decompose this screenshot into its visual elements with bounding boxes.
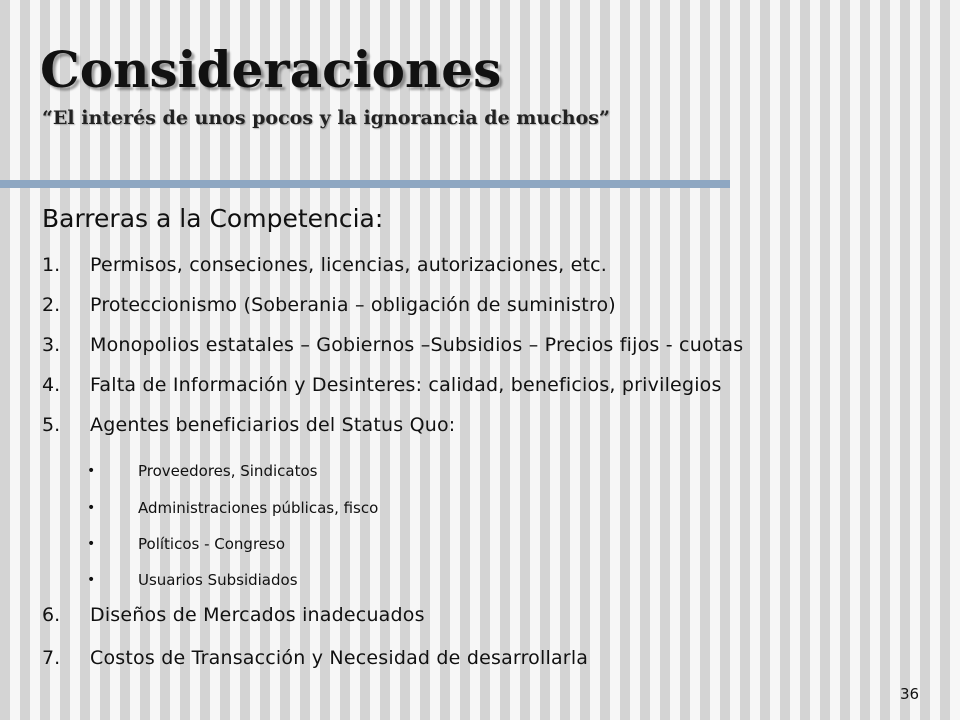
title-divider [0, 180, 730, 188]
slide-subtitle: “El interés de unos pocos y la ignorancia de muchos” [42, 107, 610, 129]
sub-list-item-text: Proveedores, Sindicatos [138, 462, 318, 480]
bullet-icon: • [87, 572, 96, 588]
list-item-text: Diseños de Mercados inadecuados [90, 604, 425, 626]
bullet-icon: • [87, 463, 96, 479]
list-item-number: 2. [42, 294, 61, 316]
slide-title: Consideraciones [40, 40, 502, 99]
list-item-text: Falta de Información y Desinteres: calidad, beneficios, privilegios [90, 374, 722, 396]
sub-list-item-text: Políticos - Congreso [138, 535, 285, 553]
list-item-number: 7. [42, 647, 61, 669]
section-heading: Barreras a la Competencia: [42, 204, 384, 233]
list-item-number: 1. [42, 254, 61, 276]
list-item-number: 3. [42, 334, 61, 356]
bullet-icon: • [87, 500, 96, 516]
bullet-icon: • [87, 536, 96, 552]
list-item-text: Agentes beneficiarios del Status Quo: [90, 414, 456, 436]
page-number: 36 [900, 685, 920, 703]
list-item-text: Monopolios estatales – Gobiernos –Subsidios – Precios fijos - cuotas [90, 334, 744, 356]
list-item-number: 4. [42, 374, 61, 396]
list-item-text: Costos de Transacción y Necesidad de desarrollarla [90, 647, 589, 669]
list-item-number: 5. [42, 414, 61, 436]
sub-list-item-text: Usuarios Subsidiados [138, 571, 298, 589]
list-item-text: Permisos, conseciones, licencias, autorizaciones, etc. [90, 254, 608, 276]
sub-list-item-text: Administraciones públicas, fisco [138, 499, 379, 517]
list-item-text: Proteccionismo (Soberania – obligación de suministro) [90, 294, 616, 316]
list-item-number: 6. [42, 604, 61, 626]
